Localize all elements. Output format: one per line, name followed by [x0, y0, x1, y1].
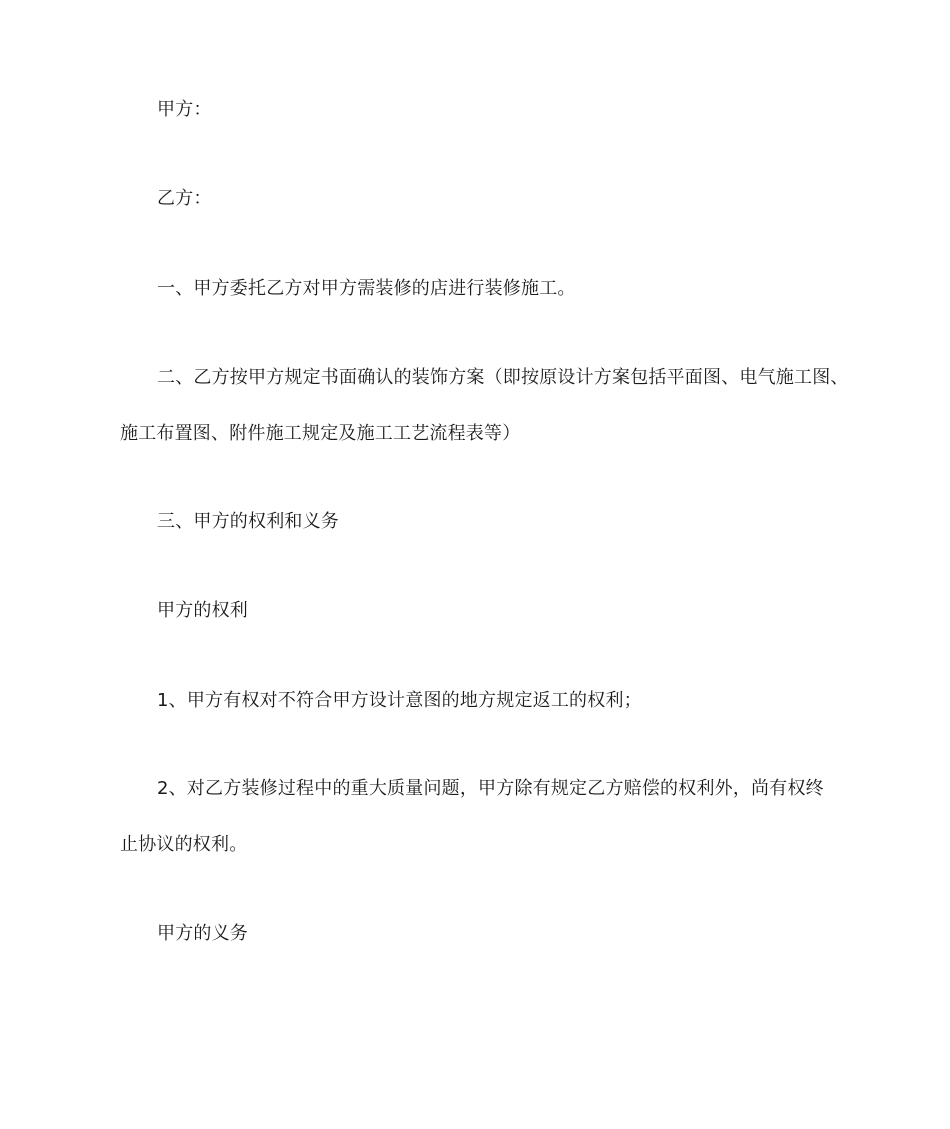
clause-3-heading: 三、甲方的权利和义务 — [157, 511, 339, 532]
clause-2-line-1: 二、乙方按甲方规定书面确认的装饰方案（即按原设计方案包括平面图、电气施工图、 — [157, 367, 849, 388]
clause-2-line-2: 施工布置图、附件施工规定及施工工艺流程表等） — [120, 423, 521, 444]
duties-heading: 甲方的义务 — [157, 923, 248, 944]
rights-heading: 甲方的权利 — [157, 600, 248, 621]
right-item-1: 1、甲方有权对不符合甲方设计意图的地方规定返工的权利； — [157, 690, 642, 711]
right-item-2-line-2: 止协议的权利。 — [120, 834, 248, 855]
clause-1: 一、甲方委托乙方对甲方需装修的店进行装修施工。 — [157, 278, 576, 299]
right-item-2-line-1: 2、对乙方装修过程中的重大质量问题，甲方除有规定乙方赔偿的权利外，尚有权终 — [157, 778, 824, 799]
party-a-label: 甲方： — [157, 99, 212, 120]
party-b-label: 乙方： — [157, 188, 212, 209]
